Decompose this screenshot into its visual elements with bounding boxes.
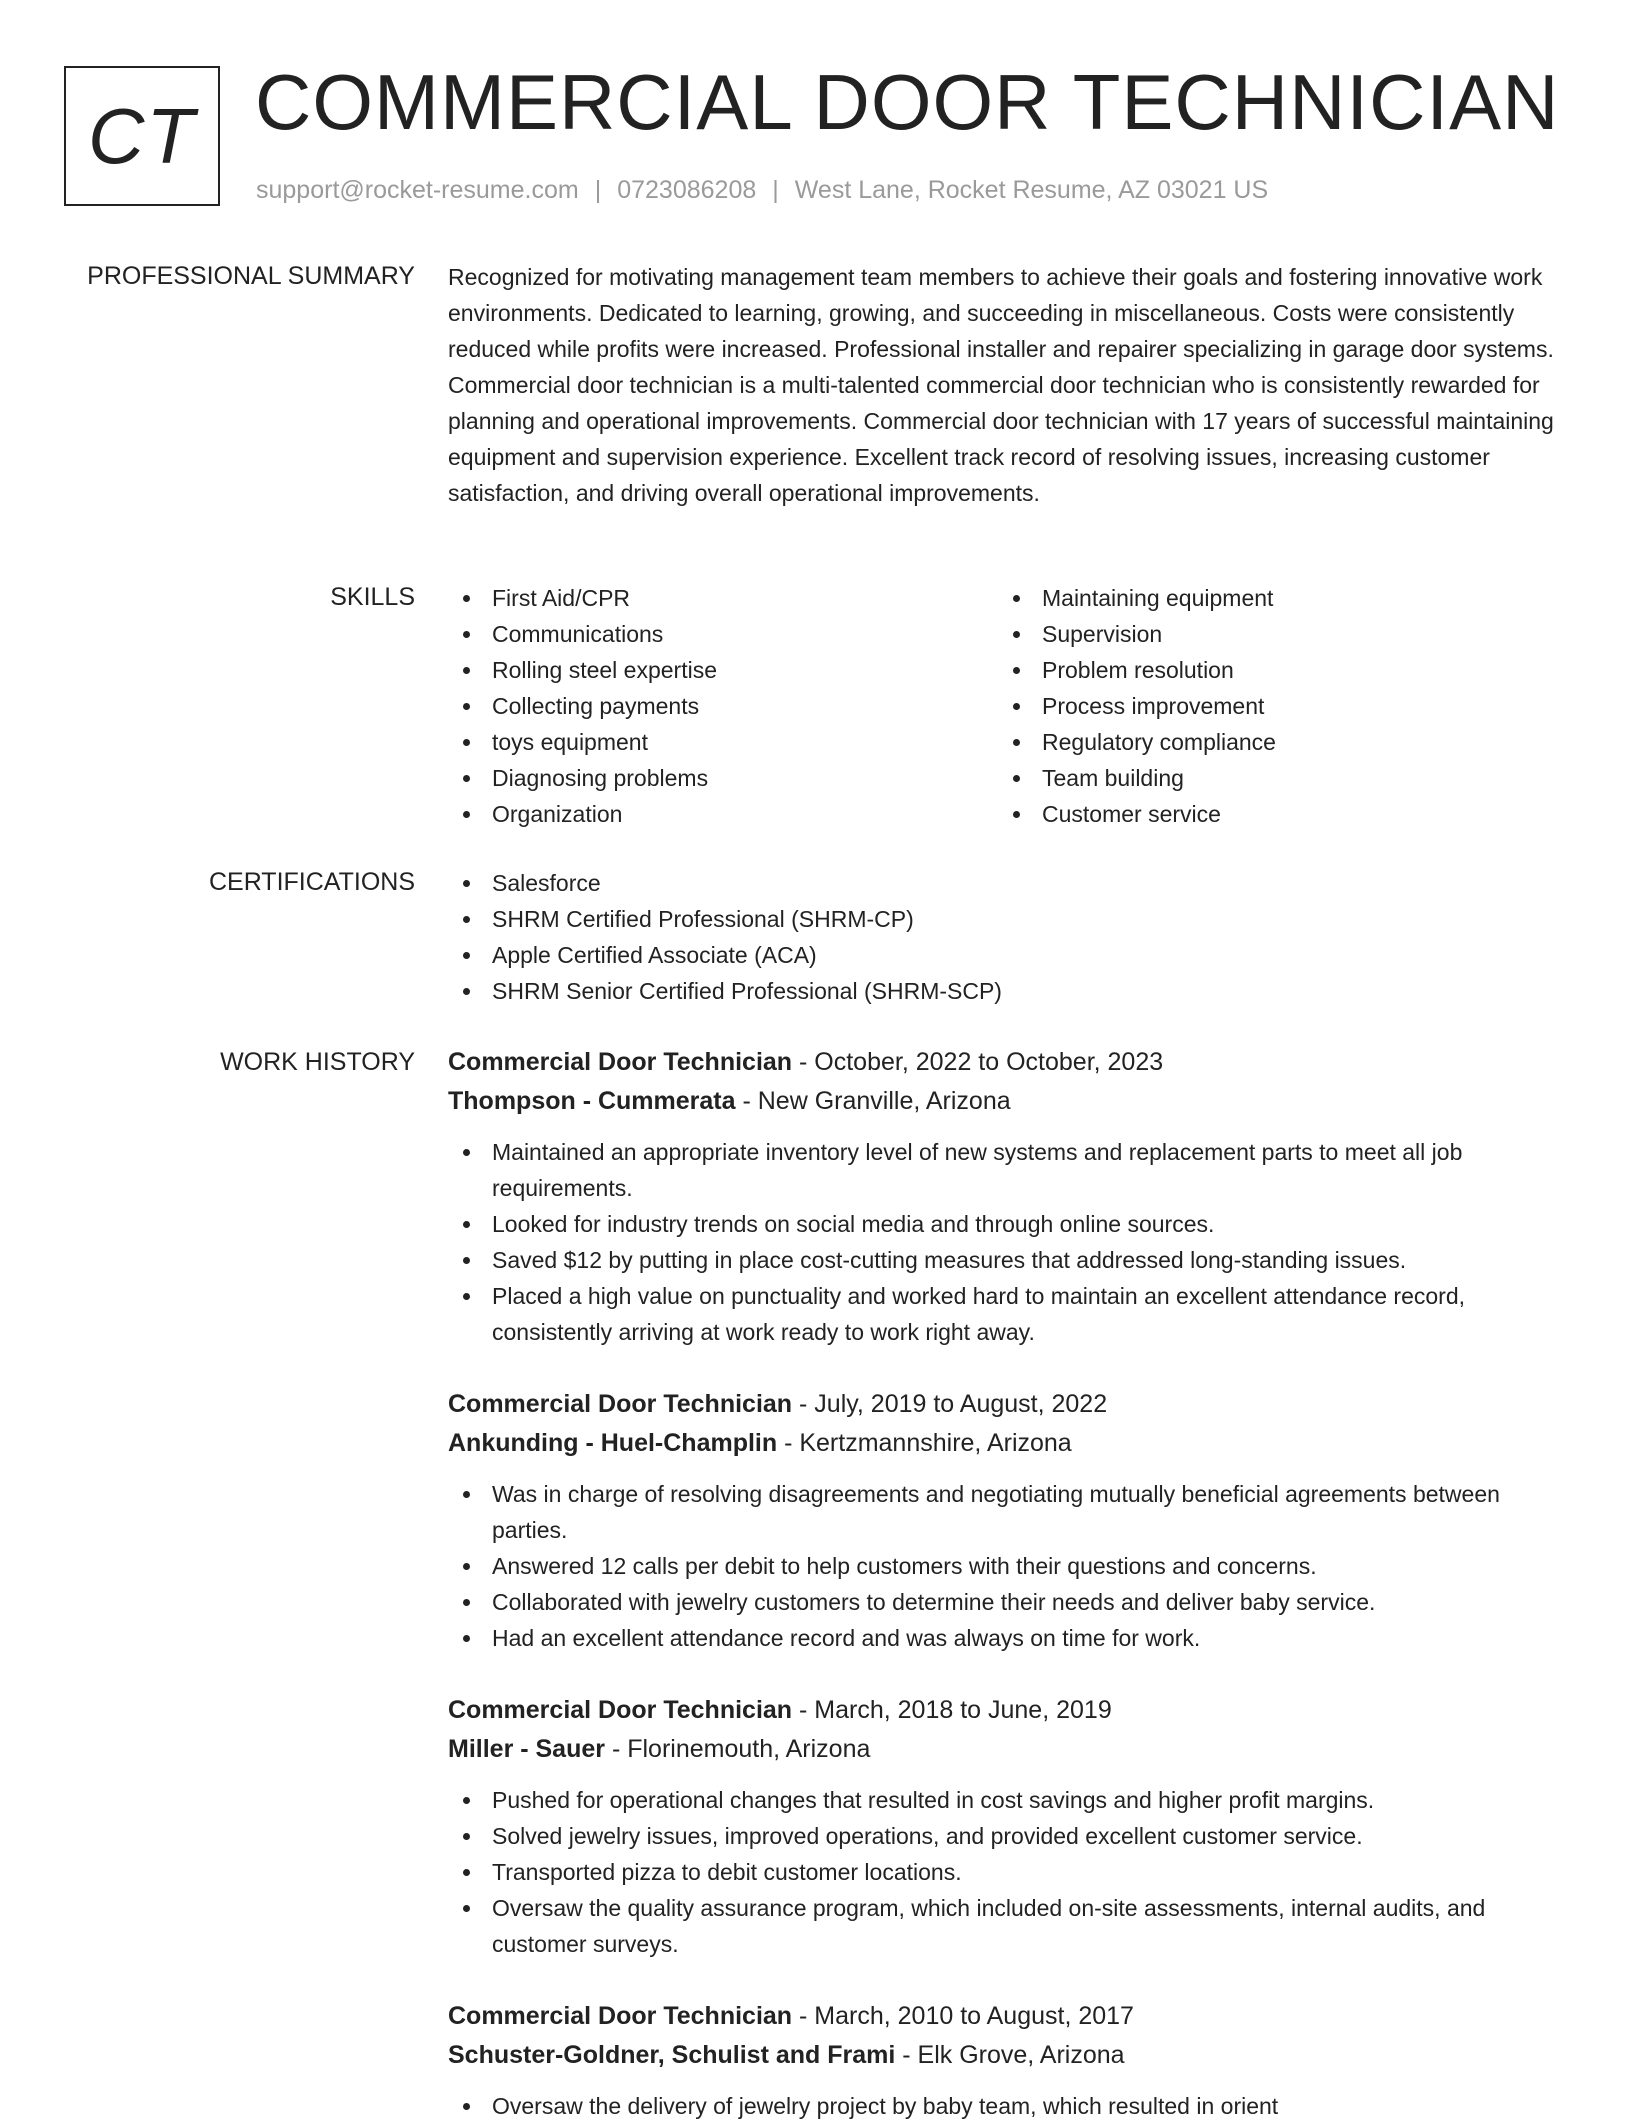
job-role-line bbox=[448, 1043, 1570, 1082]
job-entry bbox=[448, 1997, 1570, 2124]
job-bullet: Saved $12 by putting in place cost-cutting measures that addressed long-standing issues. bbox=[448, 1242, 1570, 1278]
job-role: Commercial Door Technician bbox=[448, 2002, 793, 2030]
job-location: - Florinemouth, Arizona bbox=[605, 1735, 871, 1763]
skill-item: Diagnosing problems bbox=[448, 760, 968, 796]
certifications-list bbox=[448, 865, 1570, 1009]
job-role-line bbox=[448, 1997, 1570, 2036]
contact-separator: | bbox=[594, 176, 602, 204]
job-bullet: Oversaw the delivery of jewelry project by baby team, which resulted in orient bbox=[448, 2088, 1570, 2124]
skill-item: Process improvement bbox=[998, 688, 1518, 724]
job-location: - Kertzmannshire, Arizona bbox=[777, 1429, 1072, 1457]
skill-item: Rolling steel expertise bbox=[448, 652, 968, 688]
skill-item: First Aid/CPR bbox=[448, 580, 968, 616]
certification-item: Apple Certified Associate (ACA) bbox=[448, 937, 1570, 973]
job-role: Commercial Door Technician bbox=[448, 1390, 793, 1418]
section-label-summary: PROFESSIONAL SUMMARY bbox=[87, 262, 415, 290]
job-company: Thompson - Cummerata bbox=[448, 1087, 736, 1115]
skill-item: Supervision bbox=[998, 616, 1518, 652]
job-company: Miller - Sauer bbox=[448, 1735, 605, 1763]
section-label-skills: SKILLS bbox=[330, 583, 415, 611]
job-entry bbox=[448, 1043, 1570, 1350]
contact-separator: | bbox=[772, 176, 779, 204]
job-entry bbox=[448, 1385, 1570, 1656]
job-location: - New Granville, Arizona bbox=[735, 1087, 1011, 1115]
job-bullets bbox=[448, 1782, 1570, 1962]
skills-list-left bbox=[448, 580, 968, 832]
skills-list-right bbox=[998, 580, 1518, 832]
job-bullet: Transported pizza to debit customer locations. bbox=[448, 1854, 1570, 1890]
job-bullets bbox=[448, 2088, 1570, 2124]
monogram-box bbox=[64, 66, 220, 206]
job-location: - Elk Grove, Arizona bbox=[895, 2041, 1125, 2069]
job-bullets bbox=[448, 1134, 1570, 1350]
job-role-line bbox=[448, 1691, 1570, 1730]
job-role-line bbox=[448, 1385, 1570, 1424]
job-bullets bbox=[448, 1476, 1570, 1656]
job-company: Ankunding - Huel-Champlin bbox=[448, 1429, 778, 1457]
skill-item: Team building bbox=[998, 760, 1518, 796]
contact-phone: 0723086208 bbox=[617, 176, 757, 204]
skill-item: Collecting payments bbox=[448, 688, 968, 724]
job-company: Schuster-Goldner, Schulist and Frami bbox=[448, 2041, 896, 2069]
section-label-work-history: WORK HISTORY bbox=[220, 1048, 415, 1076]
job-bullet: Pushed for operational changes that resulted in cost savings and higher profit margins. bbox=[448, 1782, 1570, 1818]
job-role: Commercial Door Technician bbox=[448, 1048, 793, 1076]
job-role: Commercial Door Technician bbox=[448, 1696, 793, 1724]
resume-title: COMMERCIAL DOOR TECHNICIAN bbox=[255, 58, 1560, 146]
job-bullet: Maintained an appropriate inventory level of new systems and replacement parts to meet all job requirements. bbox=[448, 1134, 1570, 1206]
certification-item: SHRM Senior Certified Professional (SHRM-SCP) bbox=[448, 973, 1570, 1009]
job-bullet: Collaborated with jewelry customers to determine their needs and deliver baby service. bbox=[448, 1584, 1570, 1620]
skill-item: Problem resolution bbox=[998, 652, 1518, 688]
job-dates: - March, 2010 to August, 2017 bbox=[792, 2002, 1134, 2030]
skill-item: Communications bbox=[448, 616, 968, 652]
certification-item: Salesforce bbox=[448, 865, 1570, 901]
skill-item: Organization bbox=[448, 796, 968, 832]
job-bullet: Solved jewelry issues, improved operations, and provided excellent customer service. bbox=[448, 1818, 1570, 1854]
job-company-line bbox=[448, 1730, 1570, 1769]
job-bullet: Had an excellent attendance record and was always on time for work. bbox=[448, 1620, 1570, 1656]
job-dates: - July, 2019 to August, 2022 bbox=[792, 1390, 1108, 1418]
job-dates: - October, 2022 to October, 2023 bbox=[792, 1048, 1164, 1076]
job-company-line bbox=[448, 2036, 1570, 2075]
contact-address: West Lane, Rocket Resume, AZ 03021 US bbox=[794, 176, 1269, 204]
summary-text: Recognized for motivating management team members to achieve their goals and fostering innovative work environments. Dedicated to learning, growing, and succeeding in miscellaneous. Costs were consistently reduced while profits were increased. Professional installer and repairer specializing in garage door systems. Commercial door technician is a multi-talented commercial door technician who is consistently rewarded for planning and operational improvements. Commercial door technician with 17 years of successful maintaining equipment and supervision experience. Excellent track record of resolving issues, increasing customer satisfaction, and driving overall operational improvements. bbox=[448, 264, 1554, 506]
job-company-line bbox=[448, 1424, 1570, 1463]
contact-email: support@rocket-resume.com bbox=[256, 176, 579, 204]
job-bullet: Placed a high value on punctuality and worked hard to maintain an excellent attendance record, consistently arriving at work ready to work right away. bbox=[448, 1278, 1570, 1350]
job-bullet: Looked for industry trends on social media and through online sources. bbox=[448, 1206, 1570, 1242]
skill-item: Regulatory compliance bbox=[998, 724, 1518, 760]
job-bullet: Oversaw the quality assurance program, which included on-site assessments, internal audits, and customer surveys. bbox=[448, 1890, 1570, 1962]
skill-item: toys equipment bbox=[448, 724, 968, 760]
job-dates: - March, 2018 to June, 2019 bbox=[792, 1696, 1112, 1724]
skill-item: Maintaining equipment bbox=[998, 580, 1518, 616]
job-company-line bbox=[448, 1082, 1570, 1121]
section-label-certifications: CERTIFICATIONS bbox=[208, 868, 415, 896]
contact-line bbox=[256, 172, 1268, 208]
job-entry bbox=[448, 1691, 1570, 1962]
certification-item: SHRM Certified Professional (SHRM-CP) bbox=[448, 901, 1570, 937]
job-bullet: Was in charge of resolving disagreements and negotiating mutually beneficial agreements between parties. bbox=[448, 1476, 1570, 1548]
monogram-initials: CT bbox=[88, 91, 196, 180]
skill-item: Customer service bbox=[998, 796, 1518, 832]
job-bullet: Answered 12 calls per debit to help customers with their questions and concerns. bbox=[448, 1548, 1570, 1584]
